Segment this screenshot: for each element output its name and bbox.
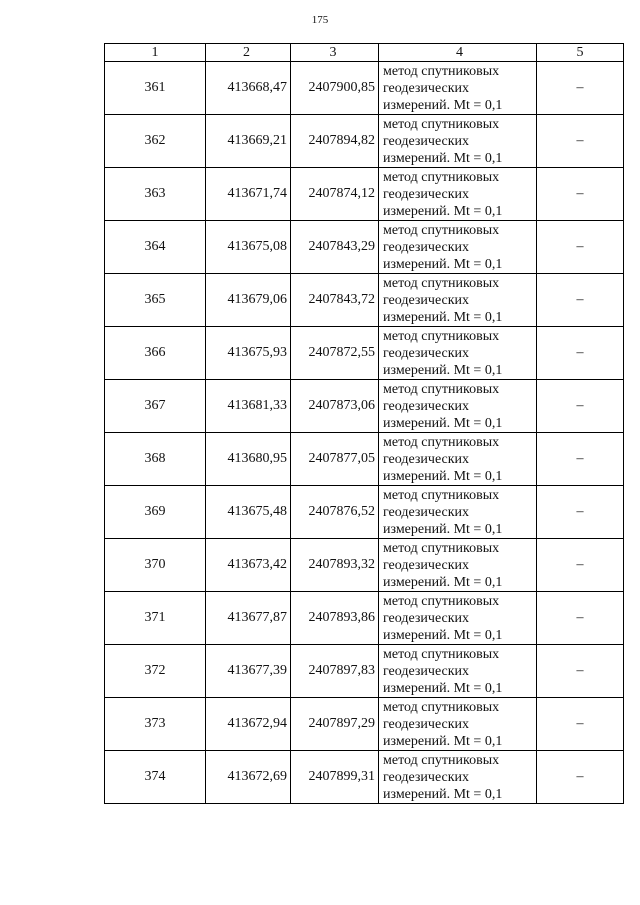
point-number: 373 bbox=[105, 698, 206, 751]
measurement-method bbox=[379, 274, 537, 327]
coordinate-y: 2407897,83 bbox=[291, 645, 379, 698]
table-row bbox=[105, 62, 624, 115]
coordinate-y: 2407876,52 bbox=[291, 486, 379, 539]
table-row bbox=[105, 698, 624, 751]
measurement-method bbox=[379, 62, 537, 115]
note-dash: – bbox=[537, 486, 624, 539]
coordinate-y: 2407893,86 bbox=[291, 592, 379, 645]
method-line: метод спутниковых bbox=[383, 275, 500, 291]
method-line: метод спутниковых bbox=[383, 381, 500, 397]
method-line: метод спутниковых bbox=[383, 540, 500, 556]
table-row bbox=[105, 592, 624, 645]
measurement-method bbox=[379, 751, 537, 804]
measurement-method bbox=[379, 592, 537, 645]
method-line: геодезических bbox=[383, 451, 470, 467]
method-line: геодезических bbox=[383, 239, 470, 255]
method-line: геодезических bbox=[383, 504, 470, 520]
method-line: геодезических bbox=[383, 186, 470, 202]
point-number: 369 bbox=[105, 486, 206, 539]
method-line: измерений. Mt = 0,1 bbox=[383, 150, 503, 166]
note-dash: – bbox=[537, 539, 624, 592]
method-line: геодезических bbox=[383, 133, 470, 149]
note-dash: – bbox=[537, 62, 624, 115]
point-number: 362 bbox=[105, 115, 206, 168]
method-line: измерений. Mt = 0,1 bbox=[383, 468, 503, 484]
note-dash: – bbox=[537, 221, 624, 274]
method-line: метод спутниковых bbox=[383, 487, 500, 503]
method-line: метод спутниковых bbox=[383, 699, 500, 715]
method-line: метод спутниковых bbox=[383, 222, 500, 238]
note-dash: – bbox=[537, 274, 624, 327]
point-number: 367 bbox=[105, 380, 206, 433]
column-header-3: 3 bbox=[291, 44, 379, 62]
method-line: измерений. Mt = 0,1 bbox=[383, 733, 503, 749]
coordinates-table bbox=[104, 43, 624, 804]
table-row bbox=[105, 274, 624, 327]
column-header-4: 4 bbox=[379, 44, 537, 62]
method-line: геодезических bbox=[383, 663, 470, 679]
coordinate-x: 413681,33 bbox=[206, 380, 291, 433]
measurement-method bbox=[379, 698, 537, 751]
coordinate-x: 413675,93 bbox=[206, 327, 291, 380]
method-line: метод спутниковых bbox=[383, 752, 500, 768]
method-line: метод спутниковых bbox=[383, 328, 500, 344]
coordinate-x: 413675,48 bbox=[206, 486, 291, 539]
measurement-method bbox=[379, 115, 537, 168]
method-line: измерений. Mt = 0,1 bbox=[383, 521, 503, 537]
coordinate-x: 413672,94 bbox=[206, 698, 291, 751]
method-line: геодезических bbox=[383, 80, 470, 96]
point-number: 370 bbox=[105, 539, 206, 592]
coordinate-x: 413673,42 bbox=[206, 539, 291, 592]
table-row bbox=[105, 751, 624, 804]
method-line: измерений. Mt = 0,1 bbox=[383, 362, 503, 378]
coordinate-y: 2407872,55 bbox=[291, 327, 379, 380]
method-line: измерений. Mt = 0,1 bbox=[383, 786, 503, 802]
method-line: измерений. Mt = 0,1 bbox=[383, 309, 503, 325]
method-line: измерений. Mt = 0,1 bbox=[383, 256, 503, 272]
point-number: 374 bbox=[105, 751, 206, 804]
measurement-method bbox=[379, 168, 537, 221]
table-row bbox=[105, 645, 624, 698]
note-dash: – bbox=[537, 645, 624, 698]
method-line: метод спутниковых bbox=[383, 169, 500, 185]
coordinate-y: 2407900,85 bbox=[291, 62, 379, 115]
note-dash: – bbox=[537, 592, 624, 645]
measurement-method bbox=[379, 645, 537, 698]
coordinate-x: 413669,21 bbox=[206, 115, 291, 168]
measurement-method bbox=[379, 539, 537, 592]
coordinate-x: 413675,08 bbox=[206, 221, 291, 274]
point-number: 363 bbox=[105, 168, 206, 221]
method-line: геодезических bbox=[383, 398, 470, 414]
note-dash: – bbox=[537, 751, 624, 804]
method-line: измерений. Mt = 0,1 bbox=[383, 203, 503, 219]
note-dash: – bbox=[537, 168, 624, 221]
column-header-2: 2 bbox=[206, 44, 291, 62]
method-line: измерений. Mt = 0,1 bbox=[383, 574, 503, 590]
coordinate-x: 413671,74 bbox=[206, 168, 291, 221]
note-dash: – bbox=[537, 433, 624, 486]
point-number: 361 bbox=[105, 62, 206, 115]
coordinate-y: 2407843,72 bbox=[291, 274, 379, 327]
measurement-method bbox=[379, 486, 537, 539]
coordinate-x: 413672,69 bbox=[206, 751, 291, 804]
coordinate-x: 413679,06 bbox=[206, 274, 291, 327]
note-dash: – bbox=[537, 115, 624, 168]
method-line: геодезических bbox=[383, 292, 470, 308]
method-line: метод спутниковых bbox=[383, 63, 500, 79]
point-number: 364 bbox=[105, 221, 206, 274]
table-row bbox=[105, 327, 624, 380]
method-line: метод спутниковых bbox=[383, 434, 500, 450]
point-number: 366 bbox=[105, 327, 206, 380]
table-row bbox=[105, 539, 624, 592]
measurement-method bbox=[379, 327, 537, 380]
method-line: геодезических bbox=[383, 769, 470, 785]
table-row bbox=[105, 380, 624, 433]
table-row bbox=[105, 486, 624, 539]
table-row bbox=[105, 168, 624, 221]
method-line: метод спутниковых bbox=[383, 646, 500, 662]
table-row bbox=[105, 433, 624, 486]
method-line: геодезических bbox=[383, 557, 470, 573]
coordinate-y: 2407873,06 bbox=[291, 380, 379, 433]
method-line: геодезических bbox=[383, 345, 470, 361]
coordinate-y: 2407877,05 bbox=[291, 433, 379, 486]
point-number: 365 bbox=[105, 274, 206, 327]
method-line: метод спутниковых bbox=[383, 116, 500, 132]
measurement-method bbox=[379, 221, 537, 274]
method-line: измерений. Mt = 0,1 bbox=[383, 415, 503, 431]
table-row bbox=[105, 221, 624, 274]
coordinate-y: 2407894,82 bbox=[291, 115, 379, 168]
coordinate-y: 2407874,12 bbox=[291, 168, 379, 221]
page-number: 175 bbox=[311, 14, 329, 26]
note-dash: – bbox=[537, 698, 624, 751]
coordinate-x: 413677,87 bbox=[206, 592, 291, 645]
measurement-method bbox=[379, 380, 537, 433]
coordinate-y: 2407843,29 bbox=[291, 221, 379, 274]
header-row bbox=[105, 44, 624, 62]
method-line: геодезических bbox=[383, 610, 470, 626]
note-dash: – bbox=[537, 380, 624, 433]
method-line: измерений. Mt = 0,1 bbox=[383, 627, 503, 643]
coordinate-x: 413680,95 bbox=[206, 433, 291, 486]
measurement-method bbox=[379, 433, 537, 486]
coordinate-y: 2407899,31 bbox=[291, 751, 379, 804]
point-number: 371 bbox=[105, 592, 206, 645]
note-dash: – bbox=[537, 327, 624, 380]
method-line: метод спутниковых bbox=[383, 593, 500, 609]
coordinate-y: 2407897,29 bbox=[291, 698, 379, 751]
point-number: 372 bbox=[105, 645, 206, 698]
method-line: геодезических bbox=[383, 716, 470, 732]
coordinate-x: 413668,47 bbox=[206, 62, 291, 115]
method-line: измерений. Mt = 0,1 bbox=[383, 680, 503, 696]
table-row bbox=[105, 115, 624, 168]
coordinate-x: 413677,39 bbox=[206, 645, 291, 698]
point-number: 368 bbox=[105, 433, 206, 486]
column-header-1: 1 bbox=[105, 44, 206, 62]
column-header-5: 5 bbox=[537, 44, 624, 62]
method-line: измерений. Mt = 0,1 bbox=[383, 97, 503, 113]
coordinate-y: 2407893,32 bbox=[291, 539, 379, 592]
